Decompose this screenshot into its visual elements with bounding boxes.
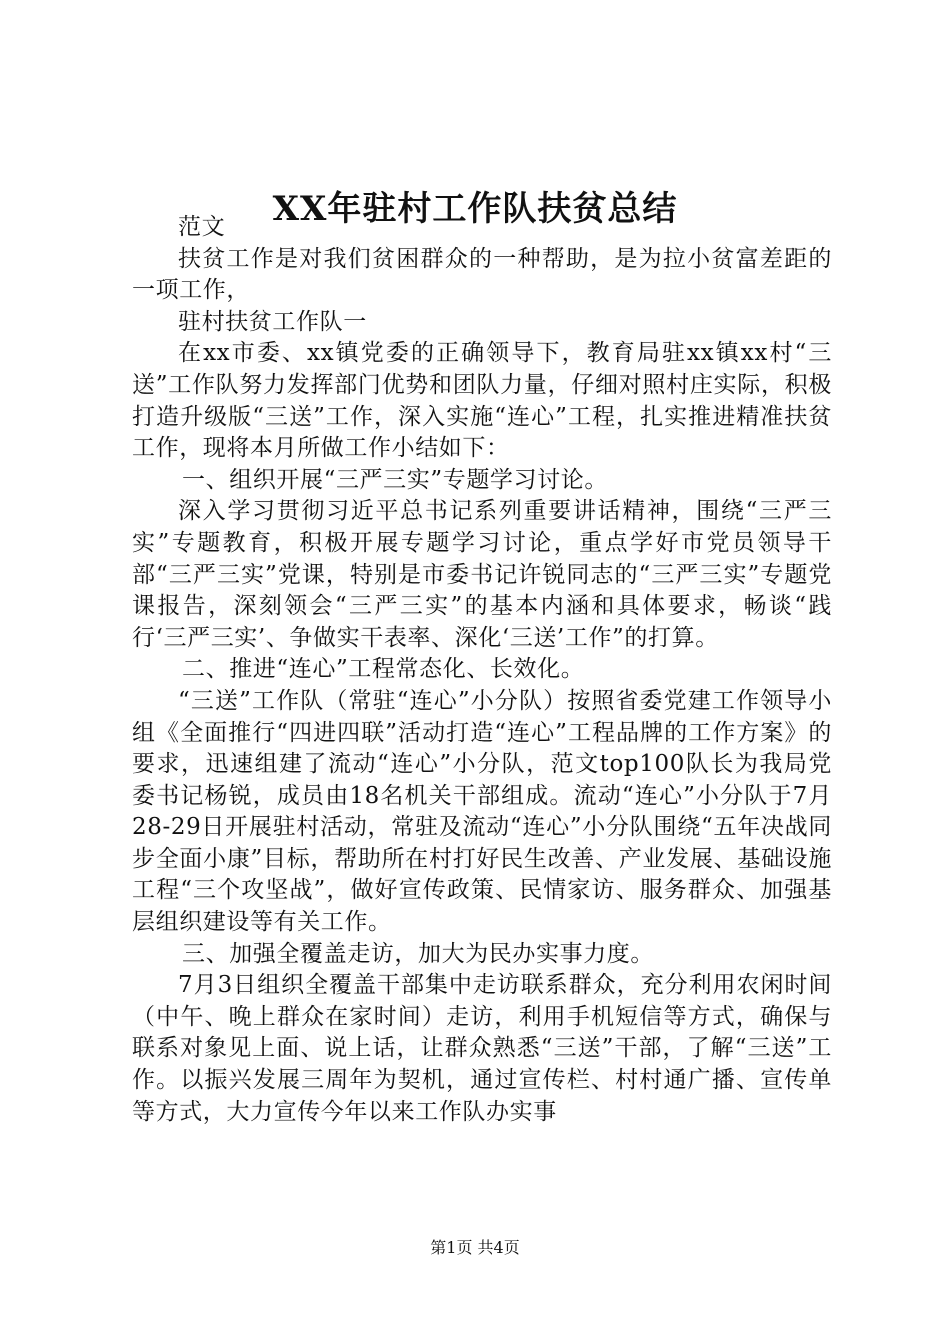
document-body: [132, 210, 832, 1128]
section-heading-3: 三、加强全覆盖走访，加大为民办实事力度。: [182, 940, 654, 967]
document-title: XX年驻村工作队扶贫总结: [272, 189, 678, 229]
page-number-footer: 第1页 共4页: [430, 1238, 520, 1257]
paragraph-section-1: 深入学习贯彻习近平总书记系列重要讲话精神，围绕“三严三实”专题教育，积极开展专题学习讨论，重点学好市党员领导干部“三严三实”党课，特别是市委书记许锐同志的“三严三实”专题党课报告，深刻领会“三严三实”的基本内涵和具体要求，畅谈“践行‘三严三实’、争做实干表率、深化‘三送’工作”的打算。: [132, 498, 832, 651]
section-heading-1: 一、组织开展“三严三实”专题学习讨论。: [182, 466, 608, 493]
paragraph-section-2: “三送”工作队（常驻“连心”小分队）按照省委党建工作领导小组《全面推行“四进四联”活动打造“连心”工程品牌的工作方案》的要求，迅速组建了流动“连心”小分队，范文top100队长为我局党委书记杨锐，成员由18名机关干部组成。流动“连心”小分队于7月28-29日开展驻村活动，常驻及流动“连心”小分队围绕“五年决战同步全面小康”目标，帮助所在村打好民生改善、产业发展、基础设施工程“三个攻坚战”，做好宣传政策、民情家访、服务群众、加强基层组织建设等有关工作。: [132, 687, 832, 936]
section-heading-2: 二、推进“连心”工程常态化、长效化。: [182, 656, 585, 683]
paragraph-fanwen: 范文: [178, 214, 226, 240]
paragraph-intro: 扶贫工作是对我们贫困群众的一种帮助，是为拉小贫富差距的一项工作，: [132, 245, 832, 304]
paragraph-overview: 在xx市委、xx镇党委的正确领导下，教育局驻xx镇xx村“三送”工作队努力发挥部门优势和团队力量，仔细对照村庄实际，积极打造升级版“三送”工作，深入实施“连心”工程，扎实推进精准扶贫工作，现将本月所做工作小结如下：: [132, 340, 832, 462]
paragraph-team-heading: 驻村扶贫工作队一: [178, 308, 367, 335]
paragraph-section-3: 7月3日组织全覆盖干部集中走访联系群众，充分利用农闲时间（中午、晚上群众在家时间）走访，利用手机短信等方式，确保与联系对象见上面、说上话，让群众熟悉“三送”干部，了解“三送”工作。以振兴发展三周年为契机，通过宣传栏、村村通广播、宣传单等方式，大力宣传今年以来工作队办实事: [132, 972, 832, 1125]
